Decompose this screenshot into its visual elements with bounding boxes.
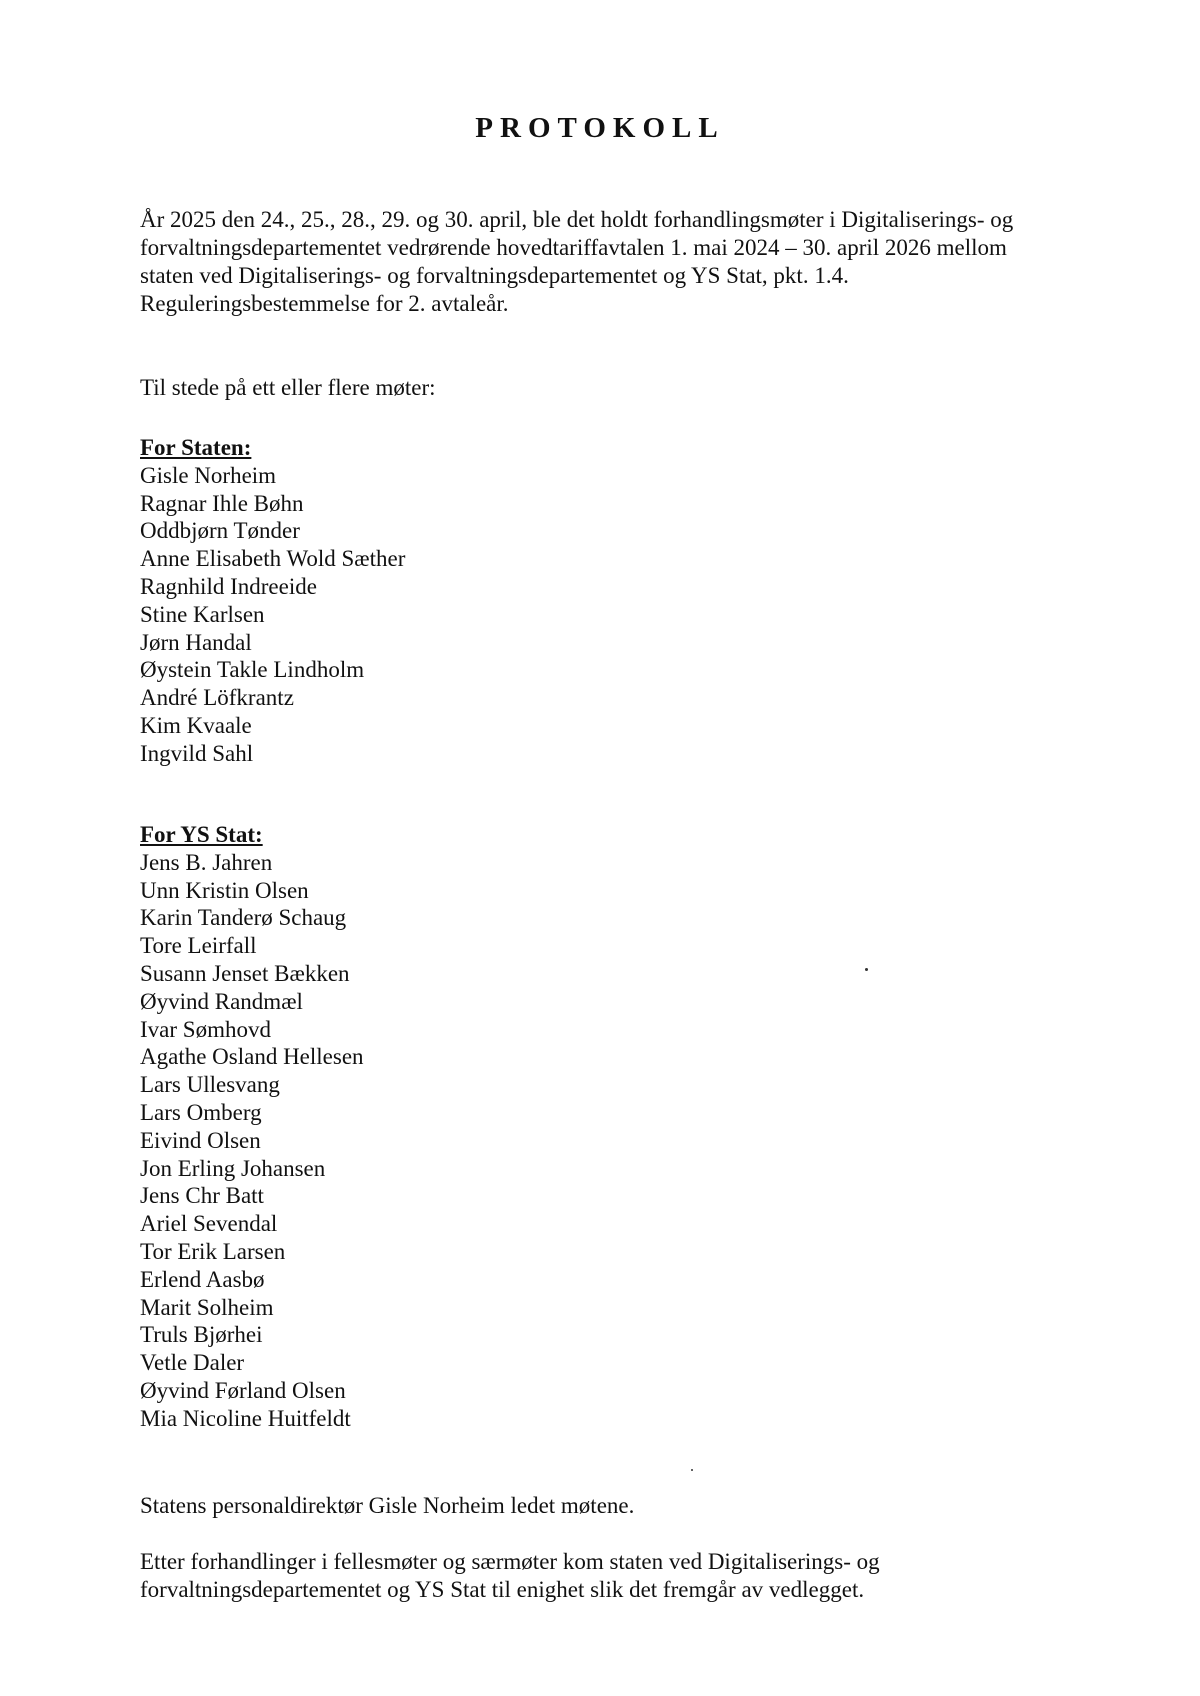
staten-member: André Löfkrantz bbox=[140, 685, 294, 711]
staten-member: Gisle Norheim bbox=[140, 462, 277, 488]
ys-member: Øyvind Randmæl bbox=[140, 988, 303, 1014]
staten-attendees bbox=[140, 434, 405, 768]
ys-member: Jens B. Jahren bbox=[140, 849, 273, 875]
ys-name-list bbox=[140, 849, 364, 1433]
staten-member: Oddbjørn Tønder bbox=[140, 518, 300, 544]
ys-member: Jens Chr Batt bbox=[140, 1183, 264, 1209]
staten-heading: For Staten: bbox=[140, 435, 252, 460]
staten-member: Jørn Handal bbox=[140, 629, 252, 655]
intro-paragraph: År 2025 den 24., 25., 28., 29. og 30. april, ble det holdt forhandlingsmøter i Digitaliserings- og forvaltningsdepartementet vedrørende hovedtariffavtalen 1. mai 2024 – 30. april 2026 mellom staten ved Digitaliserings- og forvaltningsdepartementet og YS Stat, pkt. 1.4. Reguleringsbestemmelse for 2. avtaleår. bbox=[140, 207, 1014, 316]
ys-member: Susann Jenset Bækken bbox=[140, 960, 350, 986]
staten-member: Ingvild Sahl bbox=[140, 740, 254, 766]
document-title: PROTOKOLL bbox=[475, 112, 725, 144]
ys-member: Karin Tanderø Schaug bbox=[140, 905, 347, 931]
ys-member: Ariel Sevendal bbox=[140, 1211, 278, 1237]
staten-member: Stine Karlsen bbox=[140, 601, 265, 627]
scan-speck bbox=[865, 968, 868, 971]
ys-member: Agathe Osland Hellesen bbox=[140, 1044, 364, 1070]
staten-member: Ragnhild Indreeide bbox=[140, 573, 317, 599]
chair-sentence: Statens personaldirektør Gisle Norheim ledet møtene. bbox=[140, 1493, 635, 1518]
staten-member: Anne Elisabeth Wold Sæther bbox=[140, 546, 406, 572]
staten-member: Ragnar Ihle Bøhn bbox=[140, 490, 304, 516]
ys-member: Eivind Olsen bbox=[140, 1127, 261, 1153]
ys-member: Erlend Aasbø bbox=[140, 1266, 265, 1292]
ys-member: Mia Nicoline Huitfeldt bbox=[140, 1405, 351, 1431]
ys-member: Marit Solheim bbox=[140, 1294, 274, 1320]
ys-member: Lars Omberg bbox=[140, 1099, 262, 1125]
ys-heading: For YS Stat: bbox=[140, 822, 263, 847]
staten-name-list bbox=[140, 462, 405, 768]
closing-paragraph: Etter forhandlinger i fellesmøter og særmøter kom staten ved Digitaliserings- og forvaltningsdepartementet og YS Stat til enighet slik det fremgår av vedlegget. bbox=[140, 1549, 880, 1602]
ys-member: Unn Kristin Olsen bbox=[140, 877, 309, 903]
scan-speck bbox=[691, 1469, 693, 1471]
staten-member: Kim Kvaale bbox=[140, 712, 252, 738]
ys-attendees bbox=[140, 821, 364, 1433]
attendees-label: Til stede på ett eller flere møter: bbox=[140, 375, 436, 400]
staten-member: Øystein Takle Lindholm bbox=[140, 657, 365, 683]
ys-member: Jon Erling Johansen bbox=[140, 1155, 326, 1181]
ys-member: Truls Bjørhei bbox=[140, 1322, 263, 1348]
ys-member: Lars Ullesvang bbox=[140, 1072, 280, 1098]
ys-member: Ivar Sømhovd bbox=[140, 1016, 271, 1042]
ys-member: Øyvind Førland Olsen bbox=[140, 1377, 346, 1403]
ys-member: Tor Erik Larsen bbox=[140, 1238, 286, 1264]
ys-member: Tore Leirfall bbox=[140, 933, 257, 959]
ys-member: Vetle Daler bbox=[140, 1350, 245, 1376]
